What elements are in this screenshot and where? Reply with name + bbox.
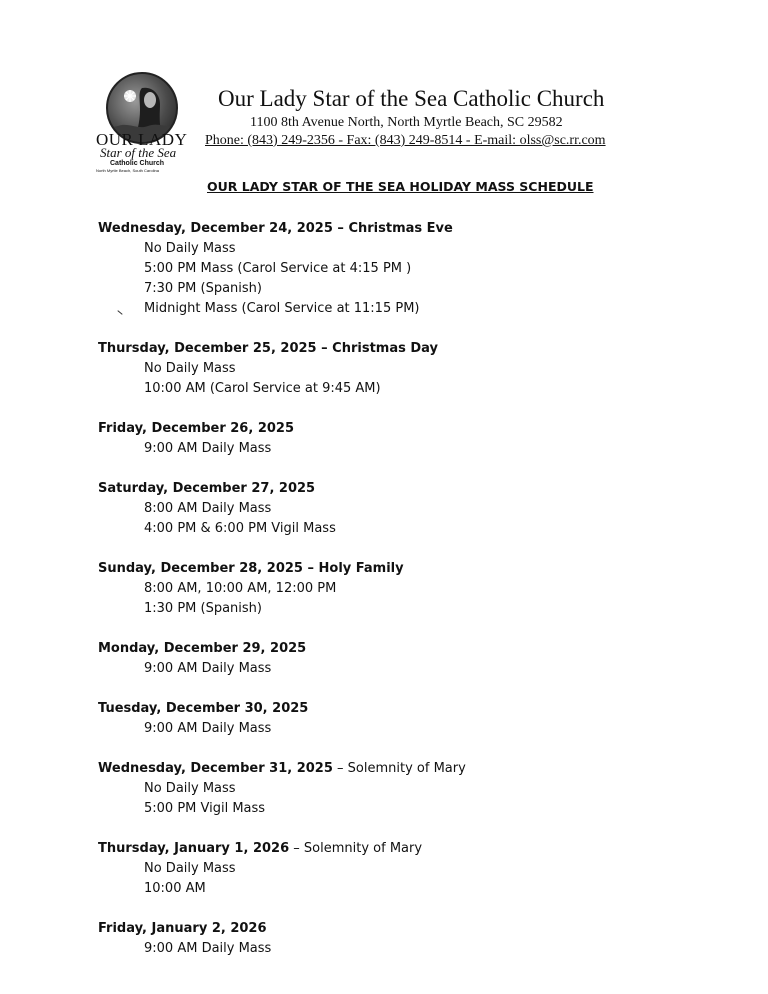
day-heading [98,559,658,579]
day-block [98,699,658,739]
day-heading [98,339,658,359]
logo-line-2: Star of the Sea [100,145,177,160]
day-heading [98,839,658,859]
day-occasion: Solemnity of Mary [347,761,466,776]
day-occasion: Solemnity of Mary [303,841,423,856]
day-heading [98,639,658,659]
logo-line-3: Catholic Church [110,160,165,167]
page-title: OUR LADY STAR OF THE SEA HOLIDAY MASS SCHEDULE [207,179,594,194]
day-occasion: Holy Family [318,561,404,576]
service-item: 5:00 PM Mass (Carol Service at 4:15 PM ) [144,261,412,276]
service-item: 1:30 PM (Spanish) [144,601,262,616]
logo-line-1: OUR LADY [96,130,188,149]
day-date: Wednesday, December 24, 2025 [98,221,333,236]
mass-schedule [98,219,658,979]
day-heading [98,919,658,939]
day-block [98,839,658,899]
service-item: No Daily Mass [144,781,236,796]
day-date: Wednesday, December 31, 2025 [98,761,333,776]
day-heading [98,699,658,719]
service-item: 9:00 AM Daily Mass [144,661,272,676]
day-occasion: Christmas Day [332,341,439,356]
day-block [98,339,658,399]
day-separator: – [302,561,319,576]
day-date: Friday, January 2, 2026 [98,921,267,936]
day-date: Saturday, December 27, 2025 [98,481,316,496]
church-address: 1100 8th Avenue North, North Myrtle Beach, SC 29582 [250,115,563,130]
church-name: Our Lady Star of the Sea Catholic Church [218,86,605,111]
day-date: Friday, December 26, 2025 [98,421,294,436]
day-heading [98,419,658,439]
service-item: 4:00 PM & 6:00 PM Vigil Mass [144,521,336,536]
service-item: 8:00 AM Daily Mass [144,501,272,516]
service-item: No Daily Mass [144,861,236,876]
day-date: Monday, December 29, 2025 [98,641,307,656]
day-heading [98,219,658,239]
service-item: 5:00 PM Vigil Mass [144,801,266,816]
service-item: 9:00 AM Daily Mass [144,941,272,956]
day-heading [98,759,658,779]
logo-line-4: North Myrtle Beach, South Carolina [96,168,159,173]
day-block [98,479,658,539]
day-separator: – [289,841,304,856]
day-block [98,639,658,679]
service-item: 10:00 AM (Carol Service at 9:45 AM) [144,381,381,396]
church-contact: Phone: (843) 249-2356 - Fax: (843) 249-8514 - E-mail: olss@sc.rr.com [205,133,606,148]
service-item: 10:00 AM [144,881,206,896]
day-separator: – [332,761,348,776]
service-item: 9:00 AM Daily Mass [144,441,272,456]
day-block [98,219,658,319]
service-item: No Daily Mass [144,361,236,376]
day-block [98,759,658,819]
day-date: Sunday, December 28, 2025 [98,561,303,576]
service-item: 8:00 AM, 10:00 AM, 12:00 PM [144,581,337,596]
day-separator: – [316,341,333,356]
day-date: Thursday, December 25, 2025 [98,341,317,356]
day-occasion: Christmas Eve [348,221,453,236]
day-block [98,559,658,619]
day-date: Tuesday, December 30, 2025 [98,701,309,716]
service-item: 9:00 AM Daily Mass [144,721,272,736]
service-item: 7:30 PM (Spanish) [144,281,262,296]
letterhead [0,0,768,180]
day-separator: – [332,221,349,236]
day-heading [98,479,658,499]
service-item: No Daily Mass [144,241,236,256]
day-block [98,419,658,459]
church-logo [96,72,188,182]
service-item: Midnight Mass (Carol Service at 11:15 PM) [144,301,420,316]
day-block [98,919,658,959]
day-date: Thursday, January 1, 2026 [98,841,290,856]
